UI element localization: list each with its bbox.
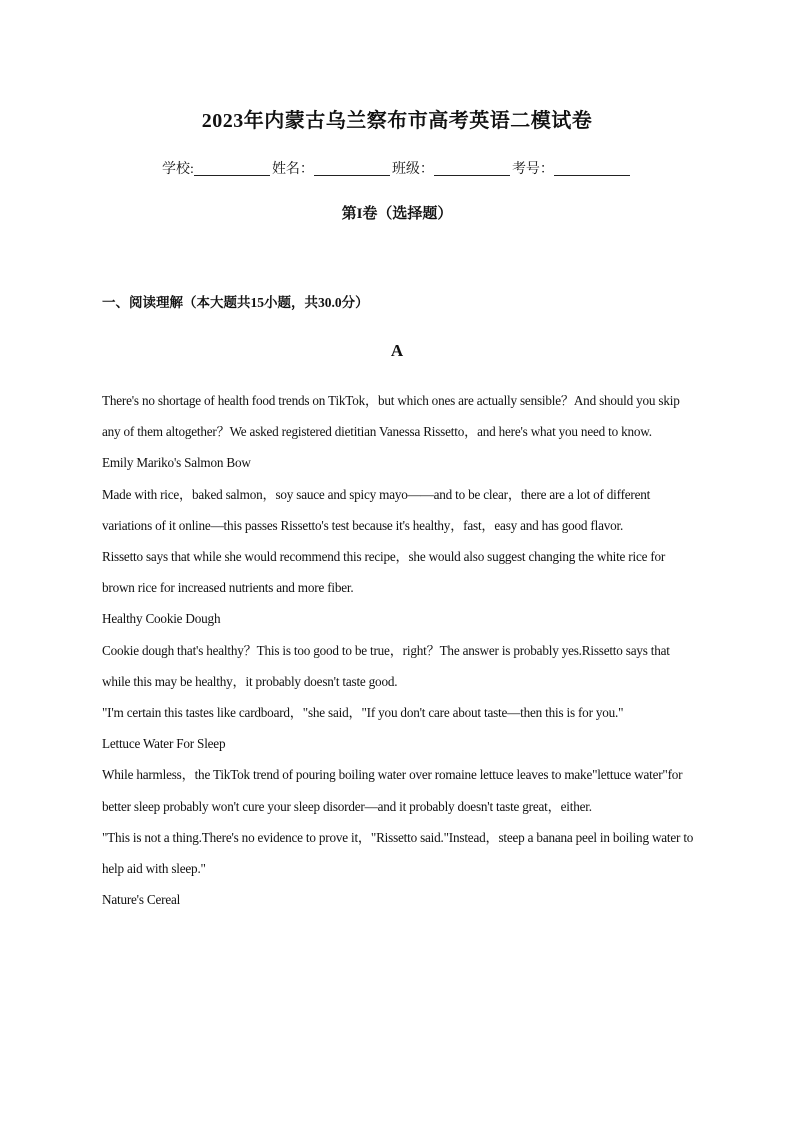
school-field <box>162 158 272 178</box>
volume-heading: 第I卷（选择题） <box>341 206 453 222</box>
number-blank[interactable] <box>554 161 630 176</box>
passage-subheading: Emily Mariko's Salmon Bow <box>102 455 251 471</box>
passage-subheading: Lettuce Water For Sleep <box>102 736 226 752</box>
passage-paragraph: Rissetto says that while she would recommend this recipe，she would also suggest changing the white rice for brown rice for increased nutrients and more fiber. <box>102 549 666 596</box>
school-label: 学校: <box>162 162 194 177</box>
passage-subheading: Nature's Cereal <box>102 892 181 908</box>
number-label: 考号： <box>511 162 554 177</box>
passage-letter: A <box>390 341 404 360</box>
student-info-line <box>0 158 794 178</box>
passage-body <box>102 385 694 915</box>
class-label: 班级： <box>391 162 434 177</box>
passage-paragraph: "I'm certain this tastes like cardboard，"she said，"If you don't care about taste—then this is for you." <box>102 705 624 721</box>
passage-subheading: Healthy Cookie Dough <box>102 611 221 627</box>
name-blank[interactable] <box>314 161 390 176</box>
passage-paragraph: Made with rice，baked salmon，soy sauce and spicy mayo——and to be clear，there are a lot of different variations of it online—this passes Rissetto's test because it's healthy，fast，easy and has good flavor. <box>102 486 651 533</box>
class-field <box>392 158 512 178</box>
number-field <box>512 158 632 178</box>
passage-paragraph: While harmless，the TikTok trend of pouring boiling water over romaine lettuce leaves to make"lettuce water"for better sleep probably won't cure your sleep disorder—and it probably doesn't taste great，either. <box>102 767 683 814</box>
name-label: 姓名： <box>271 162 314 177</box>
section-heading: 一、阅读理解（本大题共15小题，共30.0分） <box>102 295 369 310</box>
passage-paragraph: "This is not a thing.There's no evidence to prove it，"Rissetto said."Instead，steep a banana peel in boiling water to help aid with sleep." <box>102 829 694 877</box>
page-title: 2023年内蒙古乌兰察布市高考英语二模试卷 <box>201 110 593 132</box>
name-field <box>272 158 392 178</box>
class-blank[interactable] <box>434 161 510 176</box>
passage-paragraph: Cookie dough that's healthy？This is too good to be true，right？The answer is probably yes.Rissetto says that while this may be healthy，it probably doesn't taste good. <box>102 642 670 689</box>
passage-paragraph: There's no shortage of health food trends on TikTok，but which ones are actually sensible？And should you skip any of them altogether？We asked registered dietitian Vanessa Rissetto，and here's what you need to know. <box>102 393 680 440</box>
school-blank[interactable] <box>194 161 270 176</box>
